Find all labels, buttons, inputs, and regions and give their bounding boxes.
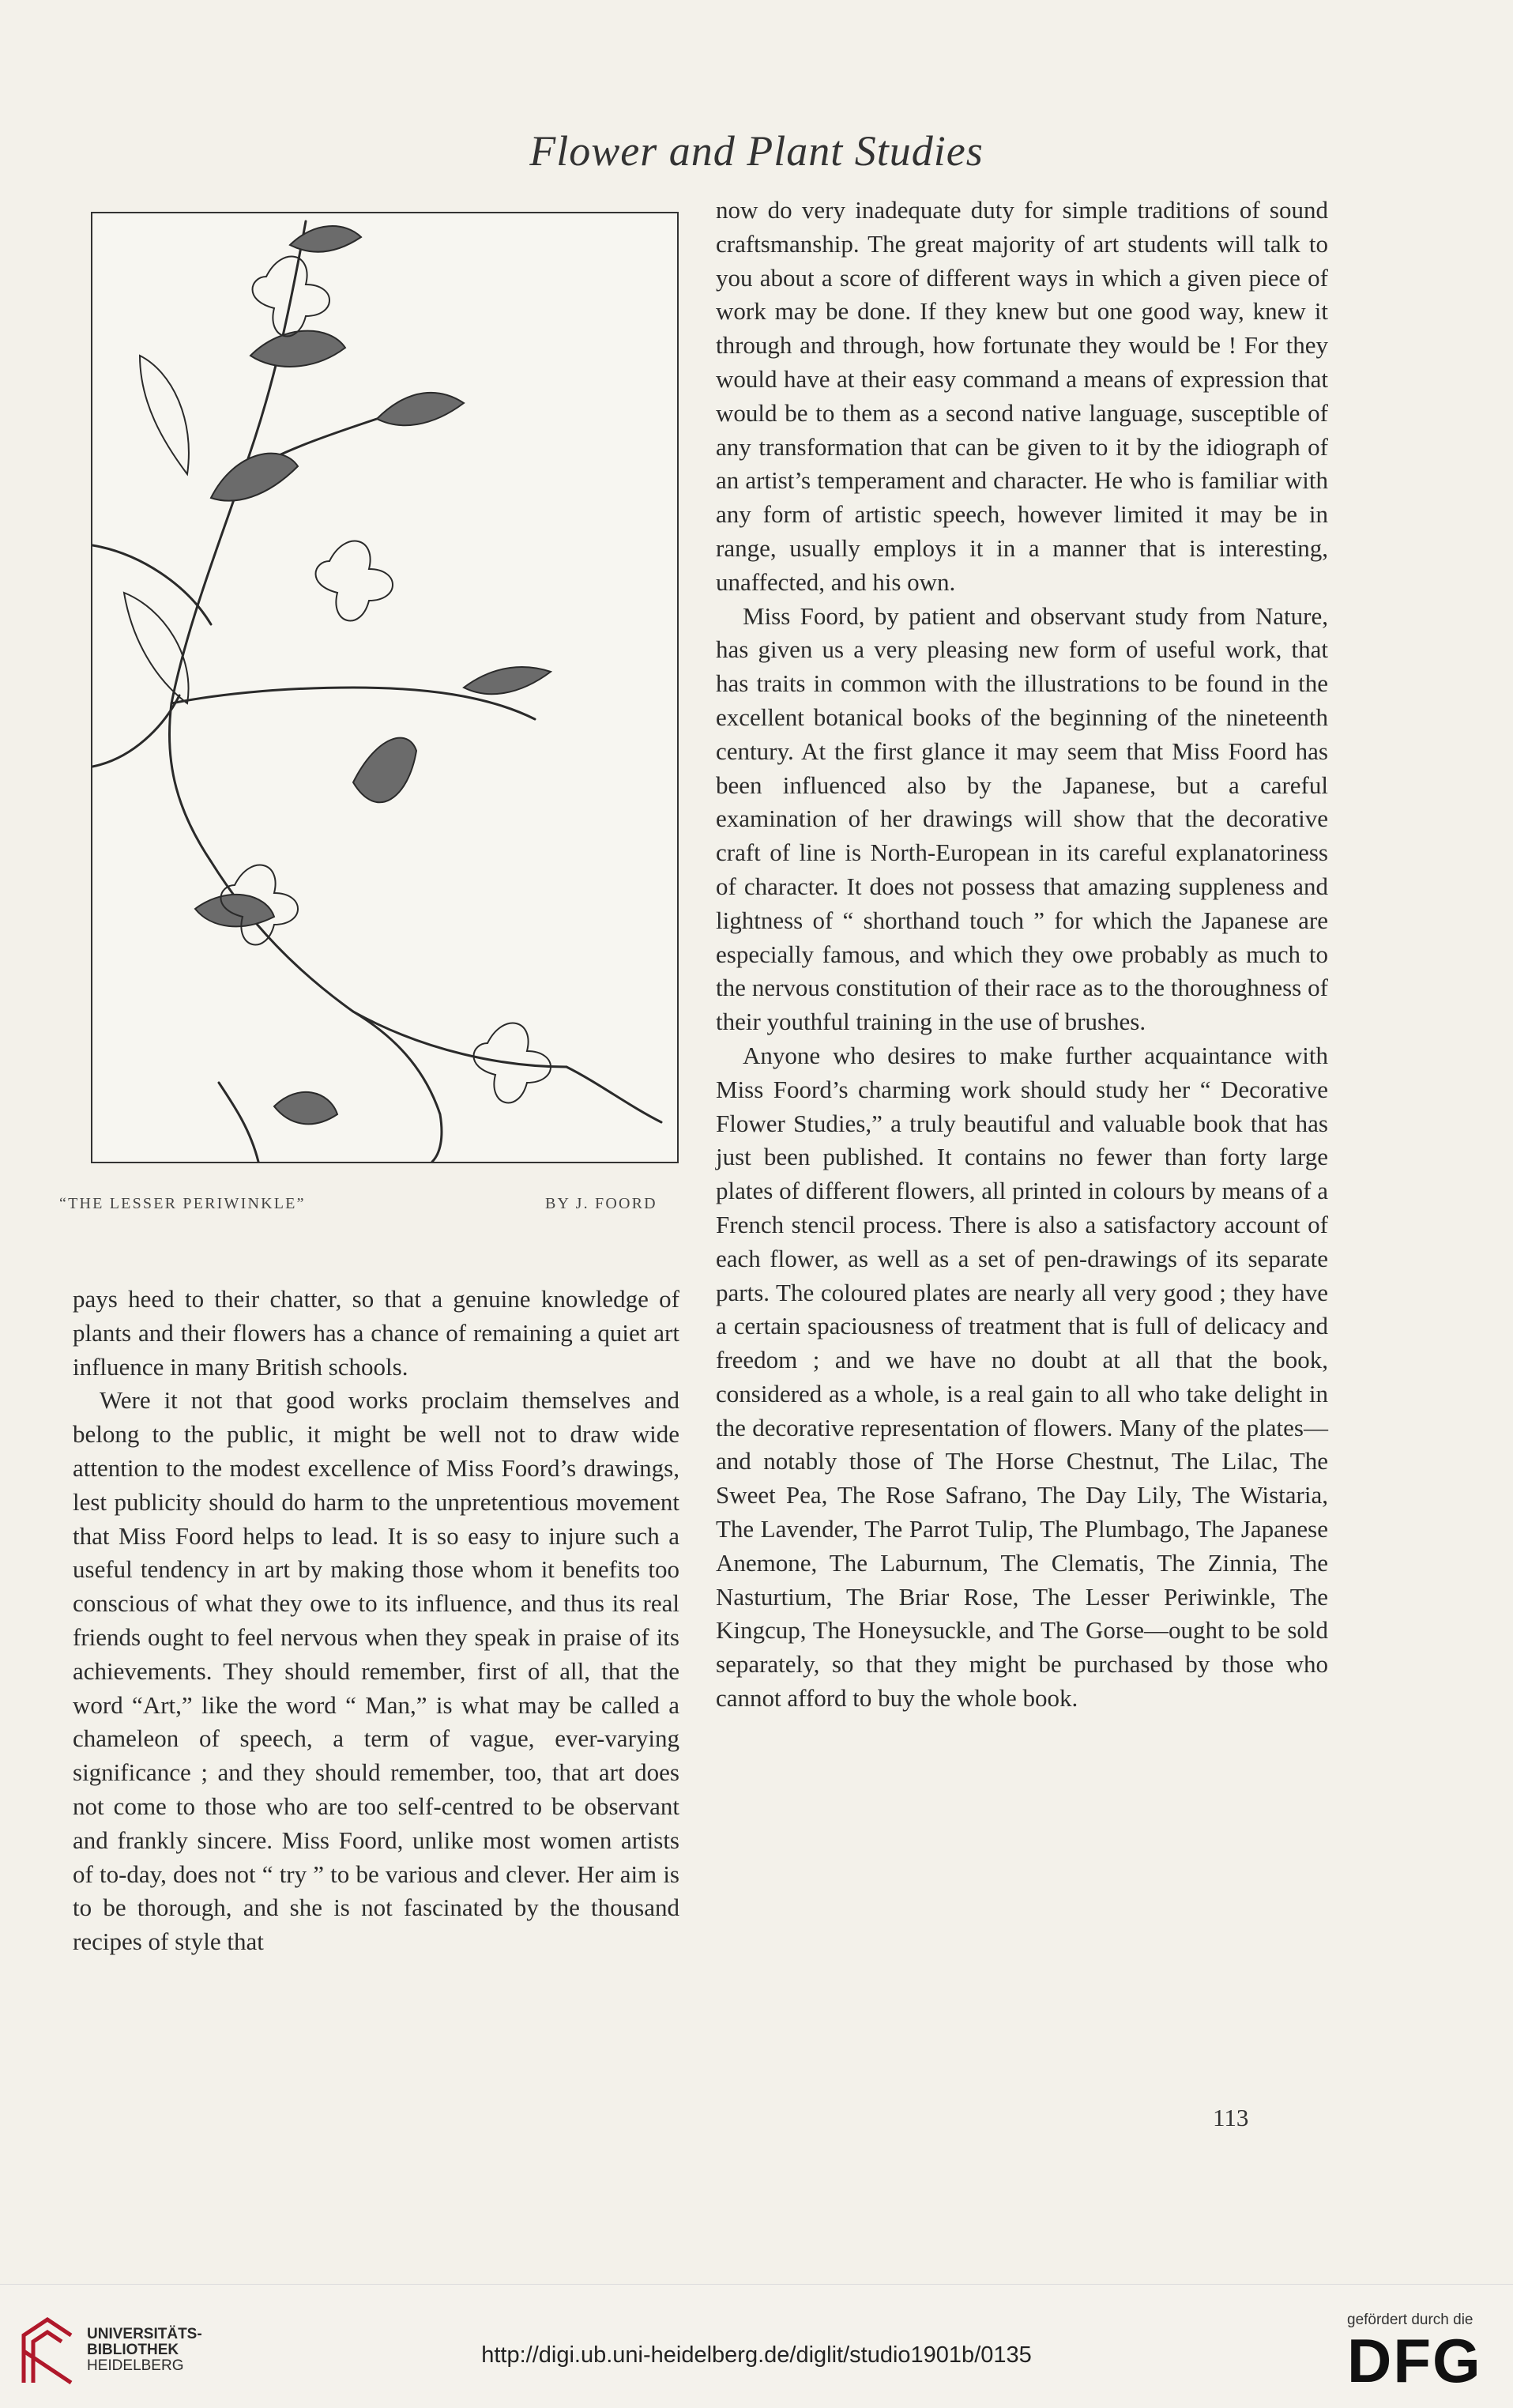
sponsor-label: gefördert durch die: [1347, 2312, 1473, 2328]
paragraph: Anyone who desires to make further acquaintance with Miss Foord’s charming work should study her “ Decorative Flower Studies,” a truly beautiful and valuable book that has just been published. It contains no fewer than forty large plates of different flowers, all printed in colours by means of a French stencil process. There is also a satisfactory account of each flower, as well as a set of pen-drawings of its separate parts. The coloured plates are nearly all very good ; they have a certain spaciousness of treatment that is full of delicacy and freedom ; and we have no doubt at all that the book, considered as a whole, is a real gain to all who take delight in the decorative representation of flowers. Many of the plates— and notably those of The Horse Chestnut, The Lilac, The Sweet Pea, The Rose Safrano, The Day Lily, The Wistaria, The Lavender, The Parrot Tulip, The Plumbago, The Japanese Anemone, The Laburnum, The Clematis, The Zinnia, The Nasturtium, The Briar Rose, The Lesser Periwinkle, The Kingcup, The Honeysuckle, and The Gorse—ought to be sold separately, so that they might be purchased by those who cannot afford to buy the whole book.: [716, 1041, 1328, 1713]
paragraph: Were it not that good works proclaim themselves and belong to the public, it might be well not to draw wide attention to the modest excellence of Miss Foord’s drawings, lest publicity should do harm to the unpretentious movement that Miss Foord helps to lead. It is so easy to injure such a useful tendency in art by making those whom it benefits too conscious of what they owe to its influence, and thus its real friends ought to feel nervous when they speak in praise of its achievements. They should remember, first of all, that the word “Art,” like the word “ Man,” is what may be called a chameleon of speech, a term of vague, ever-varying significance ; and they should remember, too, that art does not come to those who are too self-centred to be observant and frankly sincere. Miss Foord, unlike most women artists of to-day, does not “ try ” to be various and clever. Her aim is to be thorough, and she is not fascinated by the thousand recipes of style that: [73, 1386, 679, 1956]
running-head: Flower and Plant Studies: [529, 127, 984, 175]
dfg-logo: DFG: [1347, 2326, 1482, 2395]
plate-caption-artist: BY J. FOORD: [545, 1195, 657, 1212]
paragraph: now do very inadequate duty for simple traditions of sound craftsmanship. The great majority of art students will talk to you about a score of different ways in which a given piece of work may be done. If they knew but one good way, knew it through and through, how fortunate they would be ! For they would have at their easy command a means of expression that would be to them as a second native language, susceptible of any transformation that can be given to it by the idiograph of an artist’s temperament and character. He who is familiar with any form of artistic speech, however limited it may be in range, usually employs it in a manner that is interesting, unaffected, and his own.: [716, 196, 1328, 596]
paragraph: Miss Foord, by patient and observant study from Nature, has given us a very pleasing new form of useful work, that has traits in common with the illustrations to be found in the excellent botanical books of the beginning of the nineteenth century. At the first glance it may seem that Miss Foord has been influenced also by the Japanese, but a careful examination of her drawings will show that the decorative craft of line is North-European in its careful explanatoriness of character. It does not possess that amazing suppleness and lightness of “ shorthand touch ” for which the Japanese are especially famous, and which they owe probably as much to the nervous constitution of their race as to the thoroughness of their youthful training in the use of brushes.: [716, 601, 1328, 1036]
library-name: UNIVERSITÄTS- BIBLIOTHEK HEIDELBERG: [87, 2326, 202, 2374]
periwinkle-drawing-icon: [92, 213, 677, 1162]
paragraph: pays heed to their chatter, so that a genuine knowledge of plants and their flowers has a chance of remaining a quiet art influence in many British schools.: [73, 1285, 679, 1381]
plate-caption-title: “THE LESSER PERIWINKLE”: [59, 1195, 306, 1212]
left-column: [73, 1283, 679, 1959]
source-url-link[interactable]: http://digi.ub.uni-heidelberg.de/diglit/studio1901b/0135: [481, 2342, 1032, 2368]
right-column: [716, 194, 1328, 1716]
page-number: 113: [1213, 2104, 1249, 2131]
plate-illustration: [91, 212, 679, 1163]
